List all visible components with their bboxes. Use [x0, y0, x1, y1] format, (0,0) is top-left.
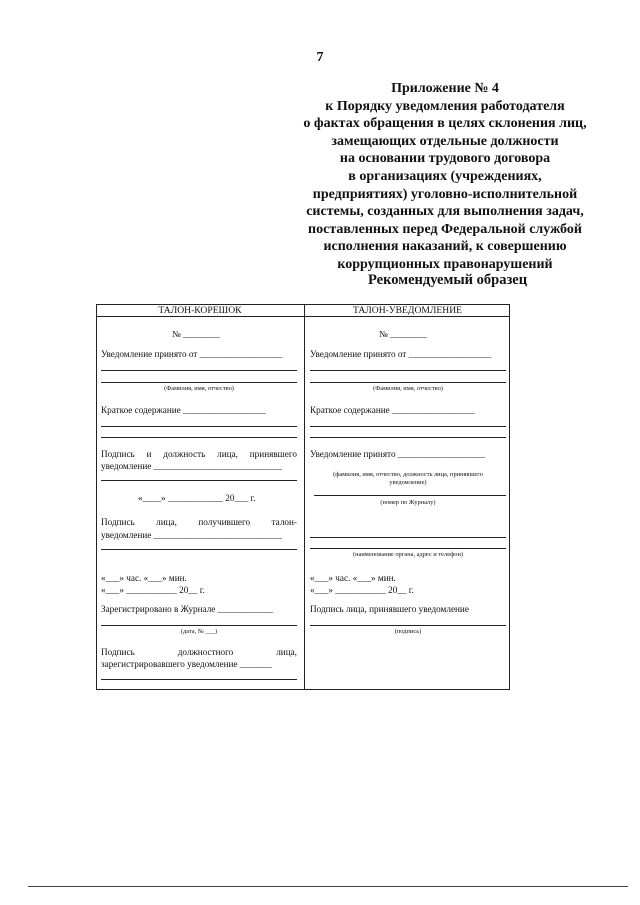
word: лица, — [276, 647, 297, 657]
stub-blank-line — [101, 382, 297, 383]
word: и — [146, 449, 152, 459]
notice-blank-line — [314, 495, 506, 496]
stub-blank-line — [101, 480, 297, 481]
stub-registered: Зарегистрировано в Журнале ____________ — [101, 604, 273, 614]
notice-blank-line — [310, 370, 506, 371]
appendix-header — [290, 80, 600, 274]
word: лица, — [156, 517, 177, 527]
notice-blank-line — [310, 437, 506, 438]
stub-title-underline — [96, 316, 304, 317]
word: Подпись — [101, 517, 135, 527]
stub-blank-line — [101, 625, 297, 626]
notice-fio-caption: (Фамилия, имя, отчество) — [373, 385, 443, 392]
word: талон- — [271, 517, 297, 527]
notice-accepted: Уведомление принято ___________________ — [310, 449, 486, 459]
notice-time-line: «___» час. «___» мин. — [310, 573, 396, 583]
notice-received-from: Уведомление принято от __________________ — [310, 349, 492, 359]
notice-summary: Краткое содержание __________________ — [310, 405, 475, 415]
word: должность — [163, 449, 206, 459]
word: Подпись — [101, 647, 135, 657]
notice-date-line: «___» ___________ 20__ г. — [310, 585, 414, 595]
header-line: к Порядку уведомления работодателя — [325, 98, 565, 114]
notice-signature-caption: (подпись) — [394, 628, 422, 635]
word: должностного — [177, 647, 234, 657]
header-line: о фактах обращения в целях склонения лиц, — [303, 116, 587, 132]
header-line: в организациях (учреждениях, — [348, 168, 542, 184]
word: лица, — [217, 449, 238, 459]
stub-summary: Краткое содержание __________________ — [101, 405, 266, 415]
stub-number: № ________ — [172, 329, 220, 339]
notice-sign-accepted: Подпись лица, принявшего уведомление — [310, 604, 469, 614]
header-line: на основании трудового договора — [339, 151, 551, 167]
stub-blank-line — [101, 549, 297, 550]
stub-blank-line — [101, 370, 297, 371]
notice-blank-line — [310, 382, 506, 383]
stub-blank-line — [101, 437, 297, 438]
stub-received-from: Уведомление принято от __________________ — [101, 349, 283, 359]
header-line: предприятиях) уголовно-исполнительной — [312, 186, 578, 202]
notice-number: № ________ — [379, 329, 427, 339]
notice-blank-line — [310, 625, 506, 626]
notice-accepted-caption-2: уведомление) — [389, 479, 427, 486]
stub-title: ТАЛОН-КОРЕШОК — [158, 305, 242, 316]
stub-time-line: «___» час. «___» мин. — [101, 573, 187, 583]
header-line: Приложение № 4 — [391, 81, 499, 96]
form-divider — [304, 304, 305, 690]
stub-sign-receiver — [101, 517, 297, 528]
stub-notice-line: уведомление ____________________________ — [101, 461, 283, 471]
recommended-sample-title: Рекомендуемый образец — [368, 272, 528, 288]
header-line: замещающих отдельные должности — [331, 133, 559, 149]
stub-date-line: «____» ____________ 20___ г. — [138, 493, 256, 503]
word: получившего — [198, 517, 251, 527]
stub-registered-by: зарегистрировавшего уведомление _______ — [101, 659, 272, 669]
header-line: системы, созданных для выполнения задач, — [306, 204, 584, 220]
header-line: поставленных перед Федеральной службой — [308, 221, 582, 237]
notice-blank-line — [310, 537, 506, 538]
stub-sign-person — [101, 449, 297, 460]
stub-date-no-caption: (дата, № ___) — [180, 628, 218, 635]
stub-notice-line-2: уведомление ____________________________ — [101, 530, 283, 540]
notice-title: ТАЛОН-УВЕДОМЛЕНИЕ — [352, 305, 462, 316]
header-line: исполнения наказаний, к совершению — [323, 239, 567, 255]
notice-blank-line — [310, 548, 506, 549]
page-number: 7 — [316, 50, 324, 65]
stub-date-line-2: «___» ___________ 20__ г. — [101, 585, 205, 595]
notice-org-caption: (наименование органа, адрес и телефон) — [353, 551, 463, 558]
stub-blank-line — [101, 426, 297, 427]
notice-accepted-caption-1: (фамилия, имя, отчество, должность лица, принявшего — [333, 471, 483, 478]
word: принявшего — [249, 449, 297, 459]
word: Подпись — [101, 449, 135, 459]
notice-blank-line — [310, 426, 506, 427]
header-line: коррупционных правонарушений — [337, 256, 553, 272]
stub-sign-official — [101, 647, 297, 658]
notice-title-underline — [305, 316, 510, 317]
stub-fio-caption: (Фамилия, имя, отчество) — [164, 385, 234, 392]
stub-blank-line — [101, 679, 297, 680]
notice-journal-caption: (номер по Журналу) — [380, 499, 436, 506]
scan-bottom-edge — [28, 886, 628, 887]
